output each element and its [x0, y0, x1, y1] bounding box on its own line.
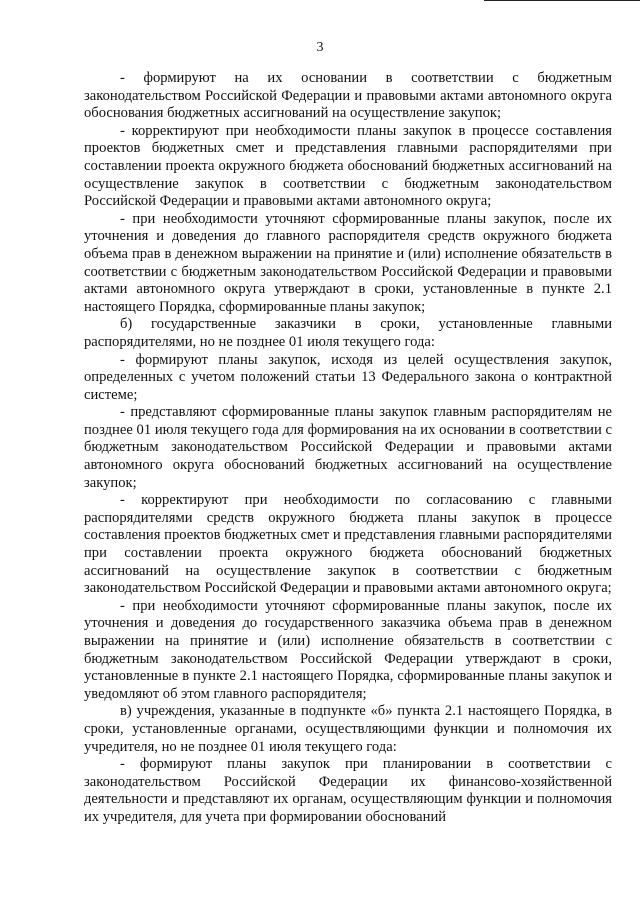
paragraph: - при необходимости уточняют сформированные планы закупок, после их уточнения и доведения до главного распорядителя средств окружного бюджета объема прав в денежном выражении на принятие и (или) исполнение обязательств в соответствии с бюджетным законодательством Российской Федерации и правовыми актами автономного округа утверждают в сроки, установленные в пункте 2.1 настоящего Порядка, сформированные планы закупок;	[84, 210, 612, 315]
paragraph: в) учреждения, указанные в подпункте «б» пункта 2.1 настоящего Порядка, в сроки, установленные органами, осуществляющими функции и полномочия их учредителя, но не позднее 01 июля текущего года:	[84, 703, 612, 755]
paragraph: - корректируют при необходимости по согласованию с главными распорядителями средств окружного бюджета планы закупок в процессе составления проектов бюджетных смет и представления главными распорядителями при составлении проекта окружного бюджета обоснований бюджетных ассигнований на осуществление закупок в соответствии с бюджетным законодательством Российской Федерации и правовыми актами автономного округа;	[84, 492, 612, 597]
paragraph: - представляют сформированные планы закупок главным распорядителям не позднее 01 июля текущего года для формирования на их основании в соответствии с бюджетным законодательством Российской Федерации и правовыми актами автономного округа обоснований бюджетных ассигнований на осуществление закупок;	[84, 404, 612, 491]
paragraph: - формируют на их основании в соответствии с бюджетным законодательством Российской Федерации и правовыми актами автономного округа обоснования бюджетных ассигнований на осуществление закупок;	[84, 70, 612, 122]
document-body	[84, 70, 612, 827]
page-number: 3	[316, 40, 324, 55]
paragraph: - при необходимости уточняют сформированные планы закупок, после их уточнения и доведения до государственного заказчика объема прав в денежном выражении на принятие и (или) исполнение обязательств в соответствии с бюджетным законодательством Российской Федерации утверждают в сроки, установленные в пункте 2.1 настоящего Порядка, сформированные планы закупок и уведомляют об этом главного распорядителя;	[84, 597, 612, 702]
paragraph: - формируют планы закупок при планировании в соответствии с законодательством Российской Федерации их финансово-хозяйственной деятельности и представляют их органам, осуществляющим функции и полномочия их учредителя, для учета при формировании обоснований	[84, 756, 612, 825]
paragraph: - корректируют при необходимости планы закупок в процессе составления проектов бюджетных смет и представления главными распорядителями при составлении проекта окружного бюджета обоснований бюджетных ассигнований на осуществление закупок в соответствии с бюджетным законодательством Российской Федерации и правовыми актами автономного округа;	[84, 122, 612, 210]
paragraph: б) государственные заказчики в сроки, установленные главными распорядителями, но не позднее 01 июля текущего года:	[84, 316, 612, 350]
top-rule	[484, 0, 640, 1]
paragraph: - формируют планы закупок, исходя из целей осуществления закупок, определенных с учетом положений статьи 13 Федерального закона о контрактной системе;	[84, 351, 612, 403]
